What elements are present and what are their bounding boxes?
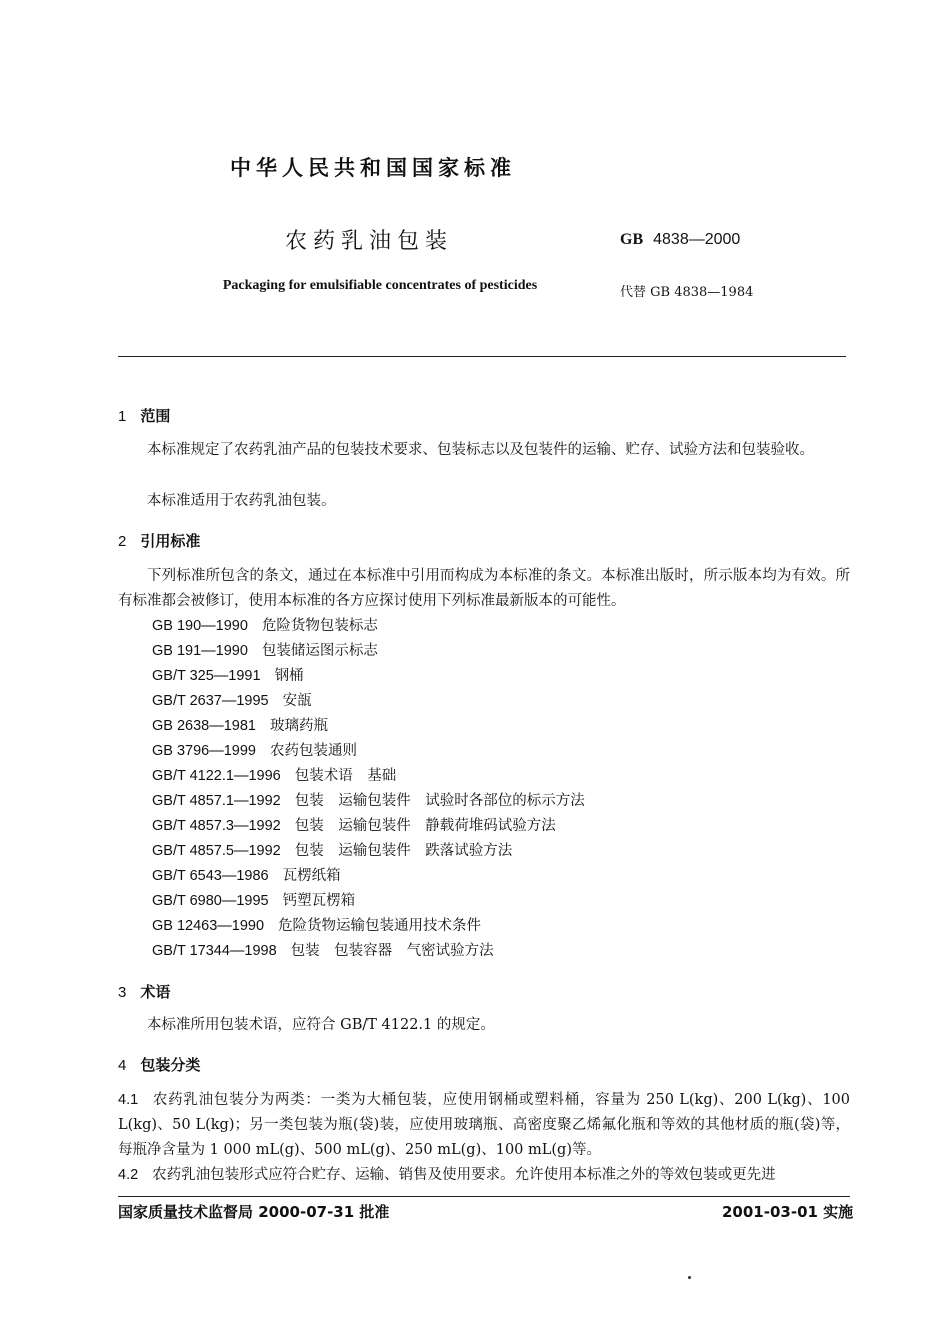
reference-code: GB/T 4122.1—1996 xyxy=(152,768,281,784)
section-3-heading xyxy=(118,981,170,1002)
section-title: 术语 xyxy=(140,983,171,1001)
standard-number xyxy=(620,231,740,249)
reference-item xyxy=(152,839,585,864)
reference-item xyxy=(152,714,585,739)
section-1-heading xyxy=(118,405,170,426)
reference-code: GB/T 4857.3—1992 xyxy=(152,818,281,834)
clause-text: 农药乳油包装形式应符合贮存、运输、销售及使用要求。允许使用本标准之外的等效包装或更先进 xyxy=(152,1167,776,1183)
section-number: 2 xyxy=(118,533,127,550)
section-title: 包装分类 xyxy=(140,1056,201,1074)
reference-code: GB 3796—1999 xyxy=(152,743,256,759)
reference-title: 玻璃药瓶 xyxy=(270,718,328,734)
section-3-paragraph-1: 本标准所用包装术语，应符合 GB/T 4122.1 的规定。 xyxy=(147,1017,495,1033)
reference-code: GB 190—1990 xyxy=(152,618,248,634)
reference-item xyxy=(152,739,585,764)
reference-code: GB/T 6980—1995 xyxy=(152,893,269,909)
reference-title: 包装 包装容器 气密试验方法 xyxy=(290,943,494,959)
footer-divider xyxy=(118,1196,850,1197)
reference-item xyxy=(152,614,585,639)
reference-code: GB/T 17344—1998 xyxy=(152,943,277,959)
section-2-heading xyxy=(118,530,200,551)
reference-title: 危险货物包装标志 xyxy=(261,618,378,634)
reference-item xyxy=(152,789,585,814)
reference-title: 钢桶 xyxy=(274,668,304,684)
scan-speck xyxy=(688,1276,691,1279)
reference-item xyxy=(152,814,585,839)
section-1-paragraph-2: 本标准适用于农药乳油包装。 xyxy=(147,493,336,509)
approval-date: 国家质量技术监督局 2000-07-31 批准 xyxy=(118,1203,390,1221)
reference-title: 包装 运输包装件 试验时各部位的标示方法 xyxy=(294,793,585,809)
national-standard-title: 中华人民共和国国家标准 xyxy=(230,156,516,180)
reference-code: GB/T 4857.1—1992 xyxy=(152,793,281,809)
reference-item xyxy=(152,639,585,664)
reference-title: 农药包装通则 xyxy=(270,743,357,759)
reference-item xyxy=(152,889,585,914)
effective-date: 2001-03-01 实施 xyxy=(722,1203,854,1221)
reference-title: 危险货物运输包装通用技术条件 xyxy=(278,918,482,934)
section-4-heading xyxy=(118,1054,200,1075)
clause-number: 4.2 xyxy=(118,1167,139,1183)
document-title: 农药乳油包装 xyxy=(285,229,454,254)
reference-item xyxy=(152,689,585,714)
reference-code: GB 12463—1990 xyxy=(152,918,265,934)
section-number: 3 xyxy=(118,984,127,1001)
reference-code: GB 191—1990 xyxy=(152,643,248,659)
clause-4-1 xyxy=(118,1088,850,1163)
reference-code: GB/T 2637—1995 xyxy=(152,693,269,709)
section-2-paragraph-1: 下列标准所包含的条文，通过在本标准中引用而构成为本标准的条文。本标准出版时，所示版本均为有效。所有标准都会被修订，使用本标准的各方应探讨使用下列标准最新版本的可能性。 xyxy=(118,568,850,609)
reference-item xyxy=(152,939,585,964)
section-number: 4 xyxy=(118,1057,127,1074)
reference-title: 包装 运输包装件 静载荷堆码试验方法 xyxy=(294,818,556,834)
standard-code: 4838—2000 xyxy=(653,231,741,248)
reference-list xyxy=(152,614,585,964)
section-number: 1 xyxy=(118,408,127,425)
section-title: 范围 xyxy=(140,407,171,425)
reference-code: GB/T 325—1991 xyxy=(152,668,261,684)
reference-code: GB/T 6543—1986 xyxy=(152,868,269,884)
section-title: 引用标准 xyxy=(140,532,201,550)
replaces-standard: 代替 GB 4838—1984 xyxy=(620,285,754,300)
reference-item xyxy=(152,914,585,939)
section-1-paragraph-1: 本标准规定了农药乳油产品的包装技术要求、包装标志以及包装件的运输、贮存、试验方法和包装验收。 xyxy=(147,442,814,458)
reference-title: 包装储运图示标志 xyxy=(261,643,378,659)
standard-prefix: GB xyxy=(620,231,644,248)
reference-code: GB 2638—1981 xyxy=(152,718,256,734)
reference-title: 安瓿 xyxy=(282,693,312,709)
clause-text: 农药乳油包装分为两类：一类为大桶包装，应使用钢桶或塑料桶，容量为 250 L(kg)、200 L(kg)、100 L(kg)、50 L(kg)；另一类包装为瓶(袋)装，应使用玻璃瓶、高密度聚乙烯氟化瓶和等效的其他材质的瓶(袋)等，每瓶净含量为 1 000 mL(g)、500 mL(g)、250 mL(g)、100 mL(g)等。 xyxy=(118,1092,850,1158)
reference-item xyxy=(152,764,585,789)
english-title: Packaging for emulsifiable concentrates of pesticides xyxy=(222,278,538,293)
reference-title: 包装术语 基础 xyxy=(294,768,397,784)
reference-code: GB/T 4857.5—1992 xyxy=(152,843,281,859)
header-divider xyxy=(118,356,846,357)
clause-number: 4.1 xyxy=(118,1092,139,1108)
reference-title: 钙塑瓦楞箱 xyxy=(282,893,356,909)
reference-title: 包装 运输包装件 跌落试验方法 xyxy=(294,843,513,859)
clause-4-2 xyxy=(118,1163,850,1188)
reference-title: 瓦楞纸箱 xyxy=(282,868,341,884)
reference-item xyxy=(152,664,585,689)
reference-item xyxy=(152,864,585,889)
